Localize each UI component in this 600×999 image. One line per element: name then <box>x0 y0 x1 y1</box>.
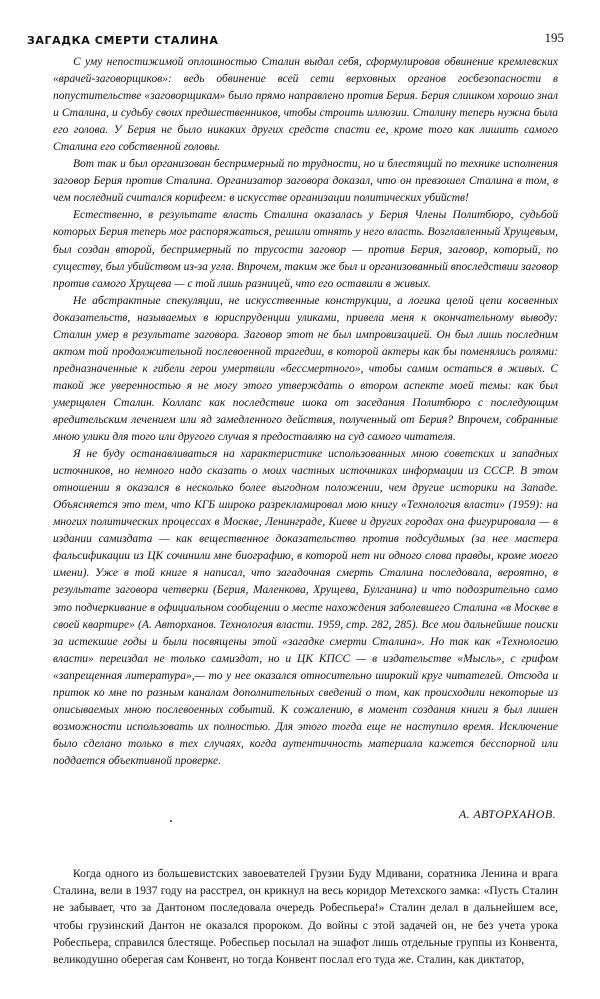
preface-paragraph: Не абстрактные спекуляции, не искусственные конструкции, а логика целой цепи косвенных доказательств, называемых в юриспруденции уликами, привела меня к окончательному выводу: Сталин умер в результате заговора. Заговор этот не был импровизацией. Он был лишь последним актом той продолжительной послевоенной трагедии, в которой актеры как бы поменялись ролями: предназначенные к гибели герои умертвили «бессмертного», чтобы самим остаться в живых. С такой же уверенностью я не могу этого утверждать о втором аспекте моей темы: как был умерщвлен Сталин. Коллапс как последствие шока от заседания Политбюро с последующим вредительским лечением или яд замедленного действия, полученный от Берия? Впрочем, собранные мною улики для того или другого случая я предоставляю на суд самого читателя. <box>53 294 558 444</box>
preface-paragraph: С уму непостижимой оплошностью Сталин выдал себя, сформулировав обвинение кремлевских «врачей-заговорщиков»: ведь обвинение всей сети верховных органов госбезопасности в попустительстве «заговорщикам» было прямо направлено против Берия. Берия слишком хорошо знал и Сталина, и судьбу своих предшественников, чтобы строить иллюзии. Сталину теперь нужна была его голова. У Берия не было никаких других средств спасти ее, кроме того как лишить самого Сталина его собственной головы. <box>53 56 558 154</box>
preface-paragraph: Естественно, в результате власть Сталина оказалась у Берия Члены Политбюро, судьбой которых Берия теперь мог распоряжаться, решили отнять у него власть. Возглавленный Хрущевым, был создан второй, беспримерный по трусости заговор — против Берия, заговор, который, по существу, был убийством из-за угла. Впрочем, таким же был и организованный впоследствии заговор против самого Хрущева — с той лишь разницей, что его оставили в живых. <box>53 209 558 290</box>
author-preface <box>53 54 558 770</box>
main-text <box>53 866 558 969</box>
running-title: ЗАГАДКА СМЕРТИ СТАЛИНА <box>27 34 219 47</box>
ink-speck <box>170 820 172 822</box>
body-paragraph: Когда одного из большевистских завоевателей Грузии Буду Мдивани, соратника Ленина и врага Сталина, вели в 1937 году на расстрел, он крикнул на весь коридор Метехского замка: «Пусть Сталин не забывает, что за Дантоном последовала очередь Робеспьера!» Сталин делал в дальнейшем все, чтобы грузинский Дантон не оказался пророком. До войны с этой задачей он, не без учета урока Робеспьера, справился блестяще. Робеспьер посылал на эшафот лишь отдельные группы из Конвента, великодушно оберегая сам Конвент, но тогда Конвент послал его туда же. Сталин, как диктатор, <box>53 868 558 967</box>
preface-paragraph: Я не буду останавливаться на характеристике использованных мною советских и западных источников, но немного надо сказать о моих частных источниках информации из СССР. В этом отношении я оказался в несколько более выгодном положении, чем другие историки на Западе. Объясняется это тем, что КГБ широко разрекламировал мою книгу «Технология власти» (1959): на многих политических процессах в Москве, Ленинграде, Киеве и других городах она фигурировала — в издании самиздата — как вещественное доказательство против подсудимых (за нее мастера фальсификации из ЦК сочинили мне биографию, в которой нет ни одного слова правды, кроме моего имени). Уже в той книге я написал, что загадочная смерть Сталина последовала, вероятно, в результате заговора четверки (Берия, Маленкова, Хрущева, Булганина) и что подозрительно само это подчеркивание в официальном сообщении о месте нахождения заболевшего Сталина «в Москве в своей квартире» (А. Авторханов. Технология власти. 1959, стр. 282, 285). Все мои дальнейшие поиски за истекшие годы и были посвящены этой «загадке смерти Сталина». Но так как «Технологию власти» переиздал не только самиздат, но и ЦК КПСС — в издательстве «Мысль», с грифом «запрещенная литература»,— то у нее оказался относительно широкий круг читателей. Отсюда и приток ко мне по разным каналам дополнительных сведений о том, как происходили некоторые из описываемых мною послевоенных событий. К сожалению, в момент создания книги я был лишен возможности использовать их полностью. Для этого тогда еще не наступило время. Исключение было сделано только в тех случаях, когда аутентичность материала кажется бесспорной или поддается объективной проверке. <box>53 448 558 767</box>
preface-paragraph: Вот так и был организован беспримерный по трудности, но и блестящий по технике исполнения заговор Берия против Сталина. Организатор заговора доказал, что он превзошел Сталина в том, в чем последний считался корифеем: в искусстве организации политических убийств! <box>53 158 558 205</box>
author-signature: А. АВТОРХАНОВ. <box>458 807 556 821</box>
page-number: 195 <box>544 30 564 45</box>
